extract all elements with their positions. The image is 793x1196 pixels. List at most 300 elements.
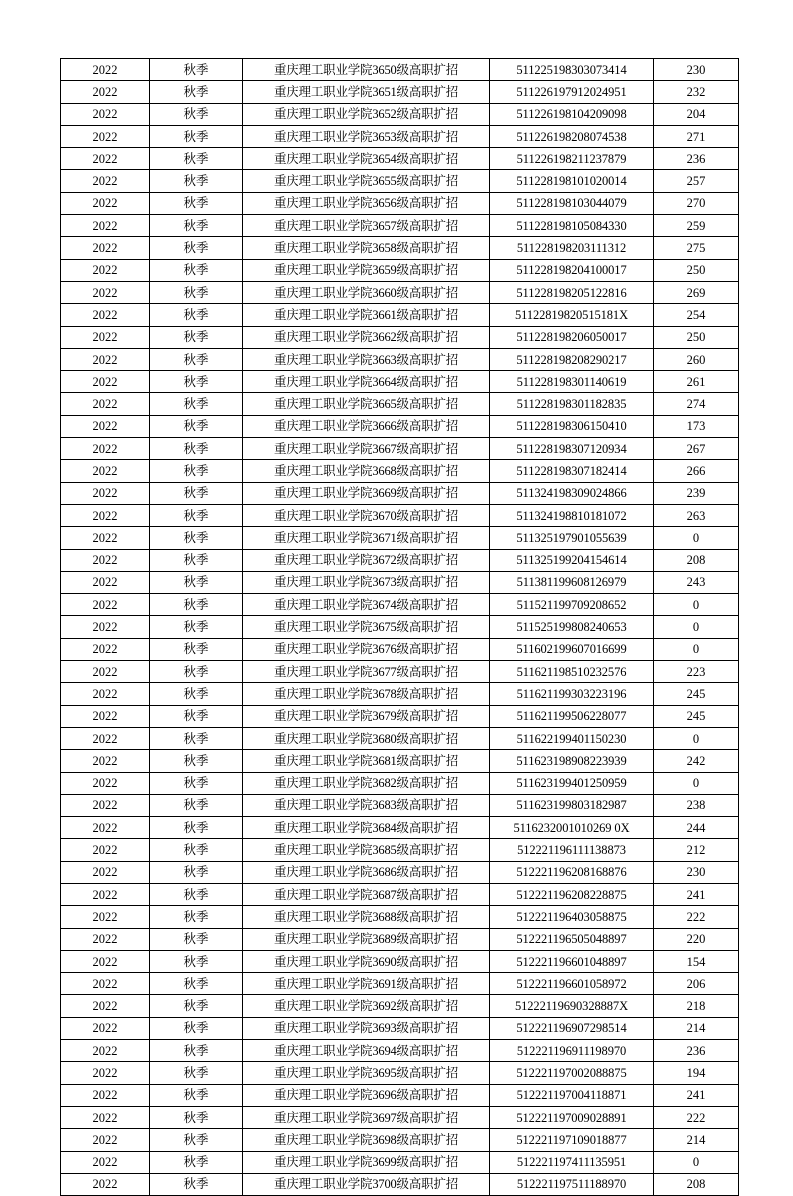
cell-term: 秋季: [150, 1129, 243, 1151]
cell-id: 5116232001010269 0X: [490, 817, 654, 839]
cell-year: 2022: [61, 616, 150, 638]
cell-score: 270: [654, 192, 739, 214]
cell-year: 2022: [61, 772, 150, 794]
cell-term: 秋季: [150, 1151, 243, 1173]
cell-term: 秋季: [150, 348, 243, 370]
cell-id: 511521199709208652: [490, 594, 654, 616]
cell-term: 秋季: [150, 973, 243, 995]
cell-score: 0: [654, 772, 739, 794]
cell-term: 秋季: [150, 371, 243, 393]
cell-school: 重庆理工职业学院3653级高职扩招: [243, 125, 490, 147]
cell-year: 2022: [61, 973, 150, 995]
cell-school: 重庆理工职业学院3673级高职扩招: [243, 571, 490, 593]
cell-id: 511324198810181072: [490, 504, 654, 526]
cell-id: 511228198105084330: [490, 215, 654, 237]
cell-score: 263: [654, 504, 739, 526]
cell-term: 秋季: [150, 81, 243, 103]
cell-id: 511525199808240653: [490, 616, 654, 638]
cell-id: 511325199204154614: [490, 549, 654, 571]
table-row: [61, 839, 739, 861]
cell-score: 250: [654, 326, 739, 348]
table-row: [61, 616, 739, 638]
cell-term: 秋季: [150, 482, 243, 504]
cell-id: 511324198309024866: [490, 482, 654, 504]
cell-school: 重庆理工职业学院3674级高职扩招: [243, 594, 490, 616]
cell-id: 512221197511188970: [490, 1173, 654, 1195]
table-row: [61, 215, 739, 237]
cell-id: 511228198206050017: [490, 326, 654, 348]
cell-term: 秋季: [150, 906, 243, 928]
cell-term: 秋季: [150, 326, 243, 348]
cell-term: 秋季: [150, 103, 243, 125]
cell-school: 重庆理工职业学院3650级高职扩招: [243, 59, 490, 81]
cell-year: 2022: [61, 259, 150, 281]
cell-year: 2022: [61, 215, 150, 237]
cell-year: 2022: [61, 504, 150, 526]
cell-year: 2022: [61, 393, 150, 415]
cell-score: 222: [654, 906, 739, 928]
table-row: [61, 348, 739, 370]
cell-term: 秋季: [150, 393, 243, 415]
cell-id: 512221197002088875: [490, 1062, 654, 1084]
cell-score: 257: [654, 170, 739, 192]
cell-score: 208: [654, 549, 739, 571]
table-row: [61, 594, 739, 616]
cell-score: 0: [654, 594, 739, 616]
cell-school: 重庆理工职业学院3677级高职扩招: [243, 661, 490, 683]
cell-school: 重庆理工职业学院3662级高职扩招: [243, 326, 490, 348]
cell-term: 秋季: [150, 661, 243, 683]
cell-score: 245: [654, 705, 739, 727]
cell-school: 重庆理工职业学院3694级高职扩招: [243, 1040, 490, 1062]
cell-year: 2022: [61, 81, 150, 103]
cell-term: 秋季: [150, 237, 243, 259]
cell-school: 重庆理工职业学院3671级高职扩招: [243, 527, 490, 549]
table-row: [61, 259, 739, 281]
cell-year: 2022: [61, 1062, 150, 1084]
cell-score: 214: [654, 1129, 739, 1151]
cell-score: 230: [654, 861, 739, 883]
cell-id: 511226198104209098: [490, 103, 654, 125]
cell-id: 511228198208290217: [490, 348, 654, 370]
table-row: [61, 482, 739, 504]
cell-school: 重庆理工职业学院3682级高职扩招: [243, 772, 490, 794]
cell-school: 重庆理工职业学院3692级高职扩招: [243, 995, 490, 1017]
cell-id: 511226198208074538: [490, 125, 654, 147]
table-row: [61, 638, 739, 660]
table-row: [61, 1173, 739, 1195]
cell-id: 51122819820515181X: [490, 304, 654, 326]
cell-score: 173: [654, 415, 739, 437]
cell-id: 512221197109018877: [490, 1129, 654, 1151]
cell-term: 秋季: [150, 259, 243, 281]
cell-id: 512221196208168876: [490, 861, 654, 883]
cell-id: 512221196907298514: [490, 1017, 654, 1039]
table-row: [61, 973, 739, 995]
table-row: [61, 504, 739, 526]
cell-year: 2022: [61, 906, 150, 928]
cell-term: 秋季: [150, 1017, 243, 1039]
cell-term: 秋季: [150, 59, 243, 81]
cell-year: 2022: [61, 705, 150, 727]
table-row: [61, 148, 739, 170]
cell-id: 512221196601058972: [490, 973, 654, 995]
cell-score: 241: [654, 883, 739, 905]
table-row: [61, 438, 739, 460]
cell-school: 重庆理工职业学院3661级高职扩招: [243, 304, 490, 326]
cell-id: 512221196601048897: [490, 950, 654, 972]
cell-school: 重庆理工职业学院3652级高职扩招: [243, 103, 490, 125]
cell-score: 232: [654, 81, 739, 103]
cell-school: 重庆理工职业学院3676级高职扩招: [243, 638, 490, 660]
cell-score: 242: [654, 750, 739, 772]
cell-term: 秋季: [150, 883, 243, 905]
cell-term: 秋季: [150, 705, 243, 727]
cell-school: 重庆理工职业学院3660级高职扩招: [243, 281, 490, 303]
cell-school: 重庆理工职业学院3651级高职扩招: [243, 81, 490, 103]
cell-id: 511228198205122816: [490, 281, 654, 303]
cell-id: 511623198908223939: [490, 750, 654, 772]
cell-school: 重庆理工职业学院3678级高职扩招: [243, 683, 490, 705]
cell-score: 250: [654, 259, 739, 281]
cell-year: 2022: [61, 460, 150, 482]
table-row: [61, 304, 739, 326]
cell-score: 266: [654, 460, 739, 482]
cell-school: 重庆理工职业学院3667级高职扩招: [243, 438, 490, 460]
cell-score: 154: [654, 950, 739, 972]
cell-term: 秋季: [150, 192, 243, 214]
cell-year: 2022: [61, 1151, 150, 1173]
cell-score: 206: [654, 973, 739, 995]
cell-score: 243: [654, 571, 739, 593]
cell-school: 重庆理工职业学院3672级高职扩招: [243, 549, 490, 571]
table-row: [61, 1129, 739, 1151]
cell-year: 2022: [61, 928, 150, 950]
table-row: [61, 1151, 739, 1173]
cell-score: 239: [654, 482, 739, 504]
cell-id: 511228198101020014: [490, 170, 654, 192]
cell-year: 2022: [61, 103, 150, 125]
cell-school: 重庆理工职业学院3700级高职扩招: [243, 1173, 490, 1195]
cell-year: 2022: [61, 125, 150, 147]
table-row: [61, 794, 739, 816]
cell-id: 511228198306150410: [490, 415, 654, 437]
cell-school: 重庆理工职业学院3684级高职扩招: [243, 817, 490, 839]
cell-school: 重庆理工职业学院3679级高职扩招: [243, 705, 490, 727]
cell-term: 秋季: [150, 817, 243, 839]
cell-school: 重庆理工职业学院3695级高职扩招: [243, 1062, 490, 1084]
cell-school: 重庆理工职业学院3688级高职扩招: [243, 906, 490, 928]
cell-score: 0: [654, 616, 739, 638]
table-row: [61, 571, 739, 593]
cell-year: 2022: [61, 1106, 150, 1128]
cell-term: 秋季: [150, 861, 243, 883]
table-row: [61, 817, 739, 839]
table-row: [61, 393, 739, 415]
cell-id: 512221196403058875: [490, 906, 654, 928]
cell-term: 秋季: [150, 170, 243, 192]
cell-score: 236: [654, 148, 739, 170]
cell-school: 重庆理工职业学院3698级高职扩招: [243, 1129, 490, 1151]
cell-school: 重庆理工职业学院3659级高职扩招: [243, 259, 490, 281]
cell-term: 秋季: [150, 727, 243, 749]
cell-year: 2022: [61, 571, 150, 593]
table-row: [61, 906, 739, 928]
table-row: [61, 661, 739, 683]
cell-id: 511325197901055639: [490, 527, 654, 549]
cell-score: 204: [654, 103, 739, 125]
cell-year: 2022: [61, 415, 150, 437]
table-row: [61, 928, 739, 950]
cell-year: 2022: [61, 594, 150, 616]
table-row: [61, 1040, 739, 1062]
cell-score: 230: [654, 59, 739, 81]
cell-term: 秋季: [150, 504, 243, 526]
cell-year: 2022: [61, 839, 150, 861]
table-row: [61, 1062, 739, 1084]
cell-score: 241: [654, 1084, 739, 1106]
cell-term: 秋季: [150, 527, 243, 549]
cell-id: 511621199506228077: [490, 705, 654, 727]
score-table: [60, 58, 739, 1196]
cell-score: 212: [654, 839, 739, 861]
cell-id: 511228198203111312: [490, 237, 654, 259]
cell-score: 236: [654, 1040, 739, 1062]
cell-year: 2022: [61, 527, 150, 549]
cell-term: 秋季: [150, 794, 243, 816]
cell-term: 秋季: [150, 1173, 243, 1195]
cell-term: 秋季: [150, 125, 243, 147]
cell-id: 511226198211237879: [490, 148, 654, 170]
cell-year: 2022: [61, 170, 150, 192]
table-row: [61, 883, 739, 905]
cell-id: 511623199401250959: [490, 772, 654, 794]
cell-year: 2022: [61, 1173, 150, 1195]
cell-year: 2022: [61, 482, 150, 504]
cell-year: 2022: [61, 192, 150, 214]
cell-id: 511228198307182414: [490, 460, 654, 482]
table-row: [61, 995, 739, 1017]
cell-year: 2022: [61, 371, 150, 393]
cell-score: 0: [654, 527, 739, 549]
cell-term: 秋季: [150, 839, 243, 861]
table-row: [61, 460, 739, 482]
cell-school: 重庆理工职业学院3669级高职扩招: [243, 482, 490, 504]
cell-school: 重庆理工职业学院3665级高职扩招: [243, 393, 490, 415]
cell-school: 重庆理工职业学院3693级高职扩招: [243, 1017, 490, 1039]
cell-term: 秋季: [150, 638, 243, 660]
table-row: [61, 371, 739, 393]
cell-year: 2022: [61, 281, 150, 303]
table-row: [61, 549, 739, 571]
cell-term: 秋季: [150, 1106, 243, 1128]
cell-score: 223: [654, 661, 739, 683]
cell-id: 51222119690328887X: [490, 995, 654, 1017]
cell-year: 2022: [61, 1129, 150, 1151]
table-body: [61, 59, 739, 1196]
cell-term: 秋季: [150, 995, 243, 1017]
table-row: [61, 861, 739, 883]
table-row: [61, 125, 739, 147]
cell-score: 275: [654, 237, 739, 259]
cell-term: 秋季: [150, 772, 243, 794]
cell-year: 2022: [61, 683, 150, 705]
table-row: [61, 103, 739, 125]
cell-year: 2022: [61, 638, 150, 660]
cell-score: 254: [654, 304, 739, 326]
cell-year: 2022: [61, 1040, 150, 1062]
cell-score: 267: [654, 438, 739, 460]
cell-school: 重庆理工职业学院3663级高职扩招: [243, 348, 490, 370]
cell-term: 秋季: [150, 415, 243, 437]
cell-score: 214: [654, 1017, 739, 1039]
cell-term: 秋季: [150, 683, 243, 705]
cell-id: 511621199303223196: [490, 683, 654, 705]
cell-id: 511622199401150230: [490, 727, 654, 749]
cell-id: 512221196111138873: [490, 839, 654, 861]
cell-id: 511228198204100017: [490, 259, 654, 281]
cell-id: 512221197004118871: [490, 1084, 654, 1106]
cell-school: 重庆理工职业学院3690级高职扩招: [243, 950, 490, 972]
cell-id: 511228198103044079: [490, 192, 654, 214]
cell-year: 2022: [61, 794, 150, 816]
cell-term: 秋季: [150, 549, 243, 571]
table-row: [61, 415, 739, 437]
cell-year: 2022: [61, 348, 150, 370]
cell-school: 重庆理工职业学院3670级高职扩招: [243, 504, 490, 526]
table-row: [61, 950, 739, 972]
cell-school: 重庆理工职业学院3680级高职扩招: [243, 727, 490, 749]
cell-id: 512221197009028891: [490, 1106, 654, 1128]
cell-id: 511228198301140619: [490, 371, 654, 393]
cell-school: 重庆理工职业学院3675级高职扩招: [243, 616, 490, 638]
cell-score: 274: [654, 393, 739, 415]
cell-term: 秋季: [150, 215, 243, 237]
cell-score: 244: [654, 817, 739, 839]
cell-term: 秋季: [150, 571, 243, 593]
table-row: [61, 1106, 739, 1128]
cell-score: 261: [654, 371, 739, 393]
cell-year: 2022: [61, 661, 150, 683]
cell-school: 重庆理工职业学院3657级高职扩招: [243, 215, 490, 237]
table-row: [61, 192, 739, 214]
table-row: [61, 705, 739, 727]
cell-term: 秋季: [150, 616, 243, 638]
table-row: [61, 326, 739, 348]
cell-id: 511623199803182987: [490, 794, 654, 816]
cell-school: 重庆理工职业学院3656级高职扩招: [243, 192, 490, 214]
cell-term: 秋季: [150, 460, 243, 482]
cell-score: 259: [654, 215, 739, 237]
table-row: [61, 237, 739, 259]
cell-score: 222: [654, 1106, 739, 1128]
cell-year: 2022: [61, 438, 150, 460]
cell-year: 2022: [61, 950, 150, 972]
cell-score: 0: [654, 638, 739, 660]
cell-score: 0: [654, 727, 739, 749]
cell-year: 2022: [61, 861, 150, 883]
cell-id: 511228198307120934: [490, 438, 654, 460]
cell-school: 重庆理工职业学院3668级高职扩招: [243, 460, 490, 482]
cell-id: 511228198301182835: [490, 393, 654, 415]
table-row: [61, 750, 739, 772]
cell-school: 重庆理工职业学院3689级高职扩招: [243, 928, 490, 950]
cell-score: 194: [654, 1062, 739, 1084]
table-row: [61, 81, 739, 103]
cell-school: 重庆理工职业学院3685级高职扩招: [243, 839, 490, 861]
cell-id: 512221196911198970: [490, 1040, 654, 1062]
cell-school: 重庆理工职业学院3691级高职扩招: [243, 973, 490, 995]
cell-school: 重庆理工职业学院3683级高职扩招: [243, 794, 490, 816]
cell-term: 秋季: [150, 304, 243, 326]
cell-school: 重庆理工职业学院3699级高职扩招: [243, 1151, 490, 1173]
table-row: [61, 1084, 739, 1106]
cell-term: 秋季: [150, 1084, 243, 1106]
cell-year: 2022: [61, 1084, 150, 1106]
cell-term: 秋季: [150, 594, 243, 616]
cell-school: 重庆理工职业学院3655级高职扩招: [243, 170, 490, 192]
cell-score: 208: [654, 1173, 739, 1195]
cell-term: 秋季: [150, 281, 243, 303]
table-row: [61, 1017, 739, 1039]
cell-school: 重庆理工职业学院3687级高职扩招: [243, 883, 490, 905]
cell-id: 511602199607016699: [490, 638, 654, 660]
cell-year: 2022: [61, 304, 150, 326]
cell-score: 218: [654, 995, 739, 1017]
cell-term: 秋季: [150, 750, 243, 772]
cell-school: 重庆理工职业学院3666级高职扩招: [243, 415, 490, 437]
cell-score: 238: [654, 794, 739, 816]
cell-year: 2022: [61, 883, 150, 905]
cell-term: 秋季: [150, 1062, 243, 1084]
cell-school: 重庆理工职业学院3654级高职扩招: [243, 148, 490, 170]
table-row: [61, 170, 739, 192]
cell-id: 512221196208228875: [490, 883, 654, 905]
cell-school: 重庆理工职业学院3681级高职扩招: [243, 750, 490, 772]
cell-year: 2022: [61, 59, 150, 81]
cell-id: 511381199608126979: [490, 571, 654, 593]
cell-year: 2022: [61, 727, 150, 749]
cell-school: 重庆理工职业学院3697级高职扩招: [243, 1106, 490, 1128]
cell-id: 511225198303073414: [490, 59, 654, 81]
table-row: [61, 527, 739, 549]
cell-term: 秋季: [150, 1040, 243, 1062]
cell-score: 0: [654, 1151, 739, 1173]
cell-id: 511621198510232576: [490, 661, 654, 683]
table-row: [61, 683, 739, 705]
cell-term: 秋季: [150, 928, 243, 950]
cell-term: 秋季: [150, 950, 243, 972]
cell-school: 重庆理工职业学院3658级高职扩招: [243, 237, 490, 259]
cell-id: 512221196505048897: [490, 928, 654, 950]
cell-id: 511226197912024951: [490, 81, 654, 103]
cell-score: 260: [654, 348, 739, 370]
cell-year: 2022: [61, 237, 150, 259]
cell-score: 245: [654, 683, 739, 705]
cell-year: 2022: [61, 817, 150, 839]
cell-term: 秋季: [150, 148, 243, 170]
cell-year: 2022: [61, 148, 150, 170]
cell-year: 2022: [61, 549, 150, 571]
cell-year: 2022: [61, 326, 150, 348]
table-row: [61, 727, 739, 749]
cell-year: 2022: [61, 1017, 150, 1039]
table-row: [61, 59, 739, 81]
cell-year: 2022: [61, 750, 150, 772]
cell-id: 512221197411135951: [490, 1151, 654, 1173]
cell-year: 2022: [61, 995, 150, 1017]
cell-term: 秋季: [150, 438, 243, 460]
